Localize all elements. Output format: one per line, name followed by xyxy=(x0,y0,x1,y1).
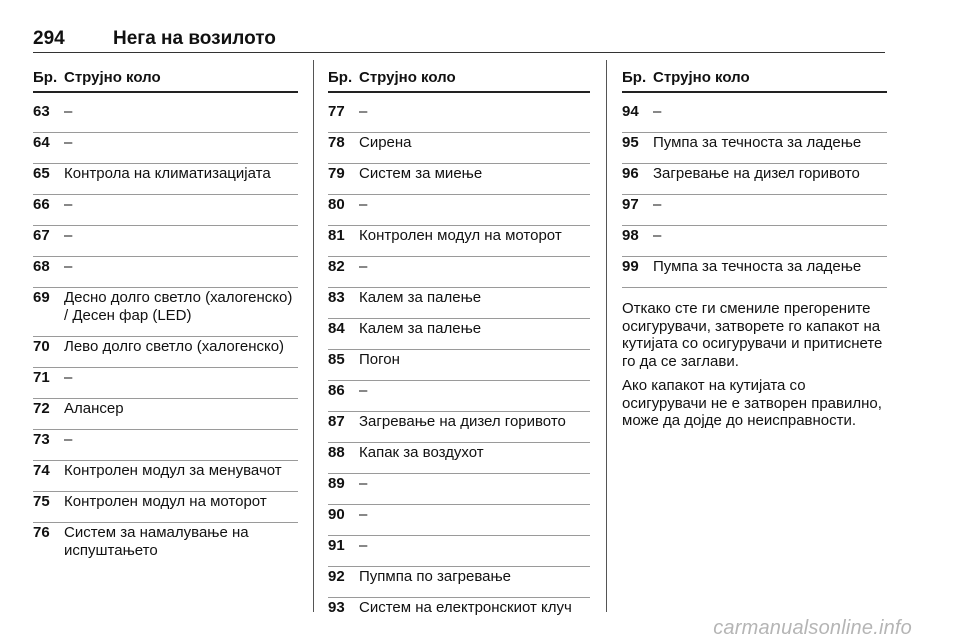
fuse-number: 71 xyxy=(33,369,50,386)
table-row xyxy=(622,258,887,288)
circuit-name: Контролен модул на моторот xyxy=(359,227,562,244)
fuse-number: 86 xyxy=(328,382,345,399)
circuit-name: Сирена xyxy=(359,134,412,151)
table-row xyxy=(622,196,887,226)
circuit-name: – xyxy=(359,103,368,120)
fuse-number: 81 xyxy=(328,227,345,244)
circuit-name: – xyxy=(359,196,368,213)
circuit-name: Контролен модул на моторот xyxy=(64,493,267,510)
table-row xyxy=(33,493,298,523)
table-row xyxy=(328,382,590,412)
header-number: Бр. xyxy=(328,69,353,86)
table-row xyxy=(33,103,298,133)
circuit-name: Десно долго светло (халогенско) / Десен фар (LED) xyxy=(64,289,293,324)
fuse-number: 83 xyxy=(328,289,345,306)
fuse-number: 78 xyxy=(328,134,345,151)
table-row xyxy=(328,134,590,164)
table-row xyxy=(622,103,887,133)
table-row xyxy=(33,165,298,195)
circuit-name: Погон xyxy=(359,351,400,368)
table-row xyxy=(33,400,298,430)
fuse-number: 93 xyxy=(328,599,345,616)
fuse-number: 91 xyxy=(328,537,345,554)
instruction-paragraph: Откако сте ги смениле прегорените осигурувачи, затворете го капакот на кутијата со осигурувачи и притиснете го да се заглави. xyxy=(622,300,883,370)
table-row xyxy=(328,320,590,350)
circuit-name: Систем за намалување на испуштањето xyxy=(64,524,249,559)
fuse-number: 88 xyxy=(328,444,345,461)
header-number: Бр. xyxy=(33,69,58,86)
table-row xyxy=(622,165,887,195)
circuit-name: – xyxy=(359,475,368,492)
fuse-number: 87 xyxy=(328,413,345,430)
table-row xyxy=(33,462,298,492)
table-row xyxy=(328,475,590,505)
table-row xyxy=(33,338,298,368)
page-number: 294 xyxy=(33,28,65,49)
watermark: carmanualsonline.info xyxy=(713,617,912,639)
table-row xyxy=(33,258,298,288)
fuse-number: 92 xyxy=(328,568,345,585)
fuse-number: 74 xyxy=(33,462,50,479)
table-row xyxy=(33,524,298,571)
table-row xyxy=(622,134,887,164)
table-row xyxy=(328,351,590,381)
circuit-name: Загревање на дизел горивото xyxy=(653,165,860,182)
table-row xyxy=(328,537,590,567)
table-row xyxy=(328,289,590,319)
table-header xyxy=(622,60,887,93)
table-row xyxy=(328,568,590,598)
table-row xyxy=(328,103,590,133)
fuse-number: 64 xyxy=(33,134,50,151)
table-row xyxy=(328,165,590,195)
fuse-number: 75 xyxy=(33,493,50,510)
table-row xyxy=(328,444,590,474)
circuit-name: – xyxy=(64,103,73,120)
table-row xyxy=(33,431,298,461)
table-header xyxy=(328,60,590,93)
circuit-name: Загревање на дизел горивото xyxy=(359,413,566,430)
circuit-name: – xyxy=(359,537,368,554)
table-rows xyxy=(328,103,590,628)
circuit-name: Пупмпа по загревање xyxy=(359,568,512,585)
circuit-name: Систем за миење xyxy=(359,165,483,182)
circuit-name: – xyxy=(653,103,662,120)
table-row xyxy=(33,134,298,164)
circuit-name: Лево долго светло (халогенско) xyxy=(64,338,285,355)
fuse-number: 73 xyxy=(33,431,50,448)
circuit-name: – xyxy=(64,196,73,213)
fuse-number: 67 xyxy=(33,227,50,244)
fuse-number: 95 xyxy=(622,134,639,151)
circuit-name: – xyxy=(64,227,73,244)
fuse-number: 68 xyxy=(33,258,50,275)
fuse-number: 96 xyxy=(622,165,639,182)
circuit-name: – xyxy=(64,258,73,275)
table-row xyxy=(328,413,590,443)
fuse-number: 72 xyxy=(33,400,50,417)
fuse-number: 98 xyxy=(622,227,639,244)
table-row xyxy=(328,227,590,257)
fuse-number: 90 xyxy=(328,506,345,523)
chapter-title: Нега на возилото xyxy=(113,28,276,49)
circuit-name: Контролен модул за менувачот xyxy=(64,462,282,479)
fuse-number: 63 xyxy=(33,103,50,120)
table-row xyxy=(328,599,590,628)
table-rows xyxy=(33,103,298,571)
circuit-name: – xyxy=(359,506,368,523)
fuse-number: 82 xyxy=(328,258,345,275)
circuit-name: – xyxy=(359,258,368,275)
table-row xyxy=(33,227,298,257)
header-circuit: Струјно коло xyxy=(64,69,161,86)
circuit-name: Пумпа за течноста за ладење xyxy=(653,134,862,151)
column-divider xyxy=(606,60,607,612)
fuse-number: 97 xyxy=(622,196,639,213)
circuit-name: – xyxy=(359,382,368,399)
circuit-name: Алансер xyxy=(64,400,124,417)
fuse-number: 69 xyxy=(33,289,50,306)
header-number: Бр. xyxy=(622,69,647,86)
table-row xyxy=(328,258,590,288)
page-header xyxy=(33,26,885,53)
circuit-name: – xyxy=(653,227,662,244)
circuit-name: Калем за палење xyxy=(359,289,482,306)
column-divider xyxy=(313,60,314,612)
fuse-table-column-3 xyxy=(622,60,887,437)
fuse-number: 89 xyxy=(328,475,345,492)
circuit-name: Капак за воздухот xyxy=(359,444,484,461)
table-rows xyxy=(622,103,887,288)
circuit-name: – xyxy=(64,369,73,386)
fuse-number: 77 xyxy=(328,103,345,120)
table-header xyxy=(33,60,298,93)
fuse-number: 99 xyxy=(622,258,639,275)
header-circuit: Струјно коло xyxy=(359,69,456,86)
table-row xyxy=(328,196,590,226)
circuit-name: Калем за палење xyxy=(359,320,482,337)
fuse-number: 85 xyxy=(328,351,345,368)
table-row xyxy=(328,506,590,536)
circuit-name: Контрола на климатизацијата xyxy=(64,165,271,182)
circuit-name: – xyxy=(64,134,73,151)
instructions-text xyxy=(622,300,887,430)
fuse-number: 76 xyxy=(33,524,50,541)
fuse-number: 94 xyxy=(622,103,639,120)
header-circuit: Струјно коло xyxy=(653,69,750,86)
instruction-paragraph: Ако капакот на кутијата со осигурувачи не е затворен правилно, може да дојде до неисправности. xyxy=(622,377,882,429)
fuse-number: 70 xyxy=(33,338,50,355)
circuit-name: Пумпа за течноста за ладење xyxy=(653,258,862,275)
table-row xyxy=(33,369,298,399)
circuit-name: – xyxy=(653,196,662,213)
table-row xyxy=(622,227,887,257)
fuse-number: 84 xyxy=(328,320,345,337)
fuse-number: 80 xyxy=(328,196,345,213)
fuse-table-column-1 xyxy=(33,60,298,572)
fuse-number: 79 xyxy=(328,165,345,182)
fuse-number: 65 xyxy=(33,165,50,182)
table-row xyxy=(33,289,298,337)
fuse-number: 66 xyxy=(33,196,50,213)
circuit-name: – xyxy=(64,431,73,448)
circuit-name: Систем на електронскиот клуч xyxy=(359,599,572,616)
table-row xyxy=(33,196,298,226)
fuse-table-column-2 xyxy=(328,60,590,629)
